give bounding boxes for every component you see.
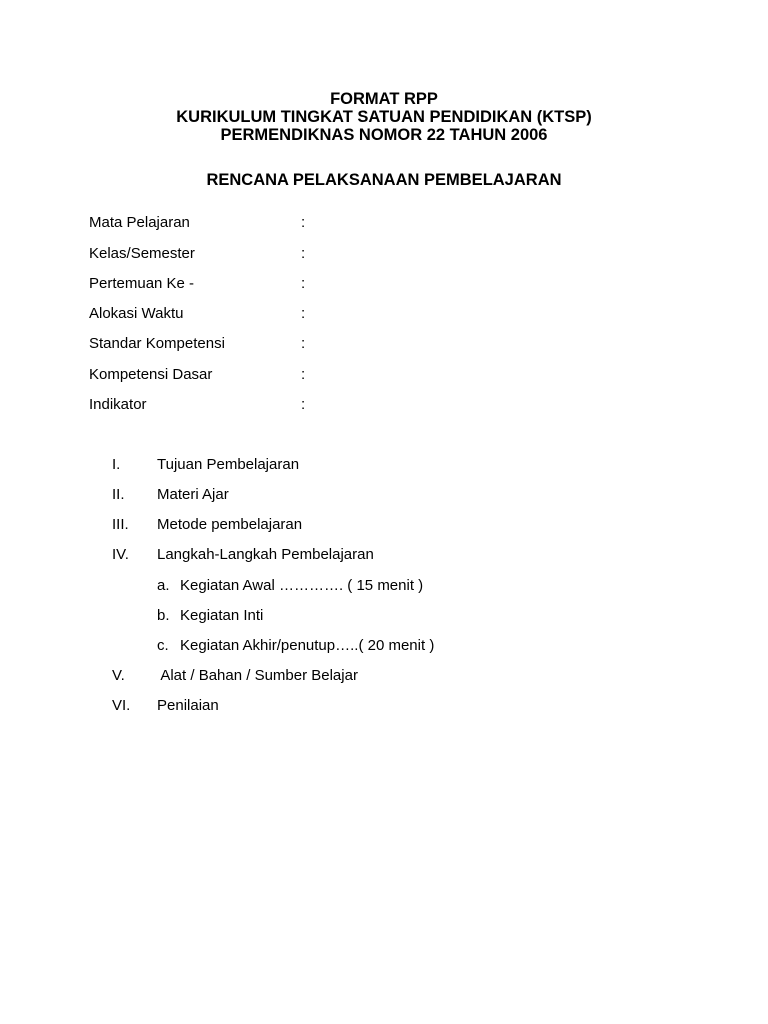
section-tujuan: Tujuan Pembelajaran <box>157 456 300 473</box>
field-label-mata-pelajaran: Mata Pelajaran <box>89 214 190 231</box>
section-alat-bahan: Alat / Bahan / Sumber Belajar <box>157 667 358 684</box>
subitem-letter: b. <box>157 607 170 624</box>
section-langkah: Langkah-Langkah Pembelajaran <box>157 546 374 563</box>
field-colon: : <box>301 305 306 322</box>
subitem-kegiatan-akhir: Kegiatan Akhir/penutup…..( 20 menit ) <box>180 637 435 654</box>
field-colon: : <box>301 366 306 383</box>
section-number: III. <box>112 516 129 533</box>
section-number: I. <box>112 456 121 473</box>
field-colon: : <box>301 275 306 292</box>
section-materi: Materi Ajar <box>157 486 229 503</box>
field-colon: : <box>301 335 306 352</box>
subitem-letter: a. <box>157 577 170 594</box>
subitem-kegiatan-awal: Kegiatan Awal …………. ( 15 menit ) <box>180 577 424 594</box>
regulation-title: PERMENDIKNAS NOMOR 22 TAHUN 2006 <box>220 126 548 144</box>
field-colon: : <box>301 214 306 231</box>
curriculum-title: KURIKULUM TINGKAT SATUAN PENDIDIKAN (KTSP) <box>176 108 592 126</box>
field-label-indikator: Indikator <box>89 396 147 413</box>
field-label-pertemuan: Pertemuan Ke - <box>89 275 195 292</box>
section-number: V. <box>112 667 125 684</box>
field-label-kelas-semester: Kelas/Semester <box>89 245 195 262</box>
field-colon: : <box>301 245 306 262</box>
section-penilaian: Penilaian <box>157 697 219 714</box>
subitem-letter: c. <box>157 637 169 654</box>
field-label-alokasi-waktu: Alokasi Waktu <box>89 305 184 322</box>
plan-title: RENCANA PELAKSANAAN PEMBELAJARAN <box>206 171 562 189</box>
subitem-kegiatan-inti: Kegiatan Inti <box>180 607 264 624</box>
section-number: VI. <box>112 697 131 714</box>
field-label-standar-kompetensi: Standar Kompetensi <box>89 335 225 352</box>
field-label-kompetensi-dasar: Kompetensi Dasar <box>89 366 213 383</box>
field-colon: : <box>301 396 306 413</box>
section-number: IV. <box>112 546 129 563</box>
format-title: FORMAT RPP <box>330 90 438 108</box>
section-metode: Metode pembelajaran <box>157 516 303 533</box>
section-number: II. <box>112 486 125 503</box>
